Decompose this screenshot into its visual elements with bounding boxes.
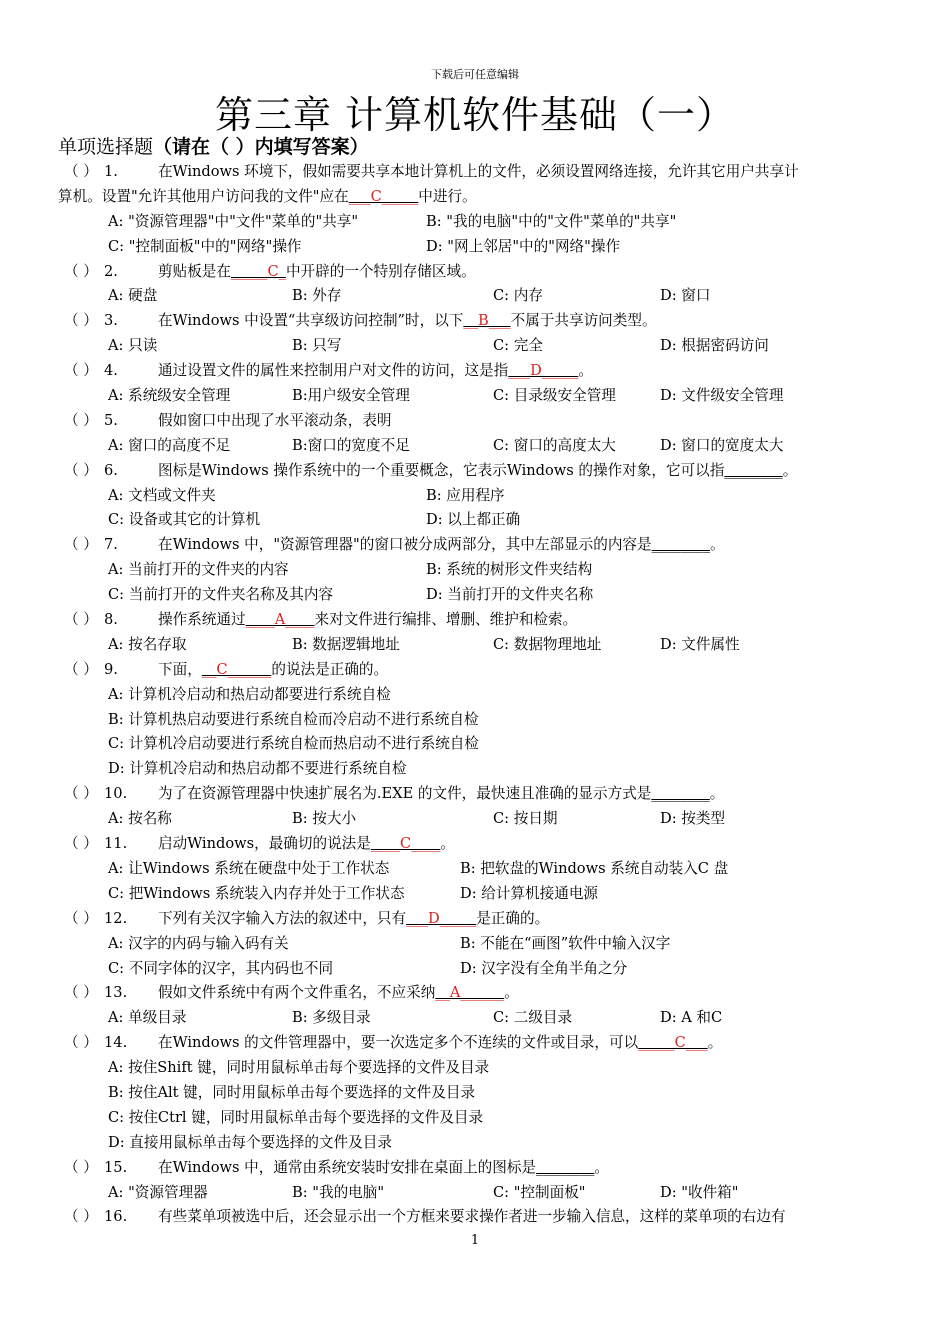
- options-line: [58, 384, 888, 409]
- question-line: [58, 1156, 888, 1181]
- section-prefix: 单项选择题: [58, 136, 154, 158]
- text-run: 中开辟的一个特别存储区域。: [285, 262, 476, 280]
- question-line: [58, 782, 888, 807]
- answer-blank: _____C_: [230, 262, 286, 280]
- text-run: 有些菜单项被选中后，还会显示出一个方框来要求操作者进一步输入信息，这样的菜单项的右边有: [158, 1208, 786, 1226]
- option-choice: A: 汉字的内码与输入码有关: [108, 934, 289, 952]
- question-number: 4.: [104, 362, 118, 380]
- question-number: 3.: [104, 312, 118, 330]
- question-line: [58, 832, 888, 857]
- answer-blank: ___D_____: [508, 362, 579, 380]
- option-choice: D: 窗口: [660, 287, 711, 305]
- option-choice: B: 只写: [292, 337, 342, 355]
- text-run: 在Windows 环境下，假如需要共享本地计算机上的文件，必须设置网络连接，允许其它用户共享计: [158, 163, 799, 180]
- text-run: 。: [707, 1034, 723, 1052]
- text-run: 。: [594, 1158, 610, 1176]
- answer-blank: __C______: [201, 660, 272, 678]
- text-run: 。: [440, 835, 456, 853]
- option-choice: A: 硬盘: [108, 287, 158, 305]
- question-line: [58, 160, 888, 185]
- options-line: [58, 1131, 888, 1156]
- text-run: 。: [504, 984, 519, 1002]
- text-run: 。: [782, 461, 798, 479]
- options-line: [58, 757, 888, 782]
- option-choice: C: 设备或其它的计算机: [108, 511, 261, 529]
- answer-bracket[interactable]: （ ）: [64, 411, 98, 429]
- answer-bracket[interactable]: （ ）: [64, 262, 98, 280]
- options-line: [58, 932, 888, 957]
- text-run: 假如窗口中出现了水平滚动条，表明: [158, 411, 392, 429]
- question-text: [158, 409, 392, 434]
- question-line: [58, 409, 888, 434]
- answer-bracket[interactable]: （ ）: [64, 312, 98, 330]
- option-choice: B:窗口的宽度不足: [292, 436, 410, 454]
- answer-bracket[interactable]: （ ）: [64, 536, 98, 554]
- text-run: 图标是Windows 操作系统中的一个重要概念，它表示Windows 的操作对象，它可以指: [158, 461, 725, 479]
- text-run: 来对文件进行编排、增删、维护和检索。: [314, 611, 578, 629]
- option-choice: A: 系统级安全管理: [108, 387, 231, 405]
- option-choice: B: 按大小: [292, 810, 357, 828]
- text-run: 启动Windows，最确切的说法是: [158, 835, 371, 853]
- question-line: [58, 260, 888, 285]
- page-header: 下载后可任意编辑: [431, 68, 519, 81]
- question-text: [158, 359, 593, 384]
- chapter-title: 第三章 计算机软件基础（一）: [214, 93, 736, 137]
- answer-bracket[interactable]: （ ）: [64, 461, 98, 479]
- answer-blank: ____A____: [245, 611, 315, 629]
- answer-bracket[interactable]: （ ）: [64, 1158, 98, 1176]
- question-text: [158, 533, 725, 558]
- page-number: 1: [470, 1233, 480, 1248]
- options-line: [58, 683, 888, 708]
- option-choice: B: "我的电脑"中的"文件"菜单的"共享": [426, 212, 677, 230]
- option-choice: C: 窗口的高度太大: [493, 436, 616, 454]
- section-heading: [58, 132, 369, 159]
- answer-bracket[interactable]: （ ）: [64, 785, 98, 803]
- question-text: [158, 981, 519, 1006]
- text-run: 的说法是正确的。: [271, 660, 389, 678]
- question-text: [158, 309, 657, 334]
- text-run: 在Windows 中，通常由系统安装时安排在桌面上的图标是: [158, 1158, 537, 1176]
- option-choice: A: 文档或文件夹: [108, 486, 216, 504]
- text-run: 是正确的。: [476, 909, 550, 927]
- question-number: 16.: [104, 1208, 128, 1226]
- option-choice: C: "控制面板"中的"网络"操作: [108, 237, 302, 255]
- options-line: [58, 235, 888, 260]
- option-choice: C: 把Windows 系统装入内存并处于工作状态: [108, 884, 405, 902]
- option-choice: C: 目录级安全管理: [493, 387, 616, 405]
- answer-blank: ____C____: [370, 835, 441, 853]
- option-choice: C: 内存: [493, 287, 543, 305]
- option-choice: A: 当前打开的文件夹的内容: [108, 561, 289, 579]
- text-run: 中进行。: [418, 187, 477, 205]
- option-choice: D: 汉字没有全角半角之分: [460, 959, 628, 977]
- question-line: [58, 459, 888, 484]
- question-number: 1.: [104, 163, 118, 180]
- option-choice: A: 按名存取: [108, 635, 187, 653]
- options-line: [58, 708, 888, 733]
- question-text: [158, 1031, 722, 1056]
- option-choice: D: 给计算机接通电源: [460, 884, 599, 902]
- options-line: [58, 284, 888, 309]
- options-line: [58, 484, 888, 509]
- option-choice: A: 单级目录: [108, 1009, 187, 1027]
- option-choice: A: 窗口的高度不足: [108, 436, 231, 454]
- option-choice: A: 按名称: [108, 810, 172, 828]
- question-text: [158, 459, 797, 484]
- option-choice: B: 按住Alt 键，同时用鼠标单击每个要选择的文件及目录: [108, 1083, 476, 1101]
- answer-blank: ___C_____: [348, 187, 419, 205]
- options-line: [58, 857, 888, 882]
- options-line: [58, 334, 888, 359]
- text-run: 。: [578, 362, 593, 380]
- empty-blank: ________: [651, 785, 710, 803]
- answer-bracket[interactable]: （ ）: [64, 1208, 98, 1226]
- option-choice: C: 计算机冷启动要进行系统自检而热启动不进行系统自检: [108, 735, 479, 753]
- question-line: [58, 1031, 888, 1056]
- option-choice: A: 按住Shift 键，同时用鼠标单击每个要选择的文件及目录: [108, 1059, 490, 1077]
- option-choice: D: 文件属性: [660, 635, 740, 653]
- answer-bracket[interactable]: （ ）: [64, 163, 98, 180]
- option-choice: C: 完全: [493, 337, 543, 355]
- answer-bracket[interactable]: （ ）: [64, 909, 98, 927]
- options-line: [58, 807, 888, 832]
- question-number: 9.: [104, 660, 118, 678]
- empty-blank: ________: [724, 461, 783, 479]
- question-text: [158, 1205, 786, 1230]
- option-choice: A: 计算机冷启动和热启动都要进行系统自检: [108, 685, 391, 703]
- text-run: 。: [709, 785, 725, 803]
- question-number: 8.: [104, 611, 118, 629]
- question-text: [158, 260, 476, 285]
- question-line: [58, 309, 888, 334]
- option-choice: D: 计算机冷启动和热启动都不要进行系统自检: [108, 760, 407, 778]
- options-line: [58, 508, 888, 533]
- option-choice: C: "控制面板": [493, 1183, 586, 1201]
- options-line: [58, 1106, 888, 1131]
- option-choice: C: 按日期: [493, 810, 558, 828]
- text-run: 在Windows 中，"资源管理器"的窗口被分成两部分，其中左部显示的内容是: [158, 536, 652, 554]
- answer-bracket[interactable]: （ ）: [64, 835, 98, 853]
- section-instruction: （请在（ ）内填写答案）: [153, 136, 369, 158]
- options-line: [58, 434, 888, 459]
- text-run: 操作系统通过: [158, 611, 246, 629]
- options-line: [58, 882, 888, 907]
- question-number: 5.: [104, 411, 118, 429]
- option-choice: D: 直接用鼠标单击每个要选择的文件及目录: [108, 1133, 392, 1151]
- answer-blank: ___D_____: [406, 909, 477, 927]
- text-run: 通过设置文件的属性来控制用户对文件的访问，这是指: [158, 362, 509, 380]
- options-line: [58, 633, 888, 658]
- option-choice: D: 以上都正确: [426, 511, 521, 529]
- option-choice: B: 数据逻辑地址: [292, 635, 400, 653]
- question-number: 10.: [104, 785, 128, 803]
- text-run: 下列有关汉字输入方法的叙述中，只有: [158, 909, 407, 927]
- option-choice: A: "资源管理器: [108, 1183, 208, 1201]
- option-choice: C: 当前打开的文件夹名称及其内容: [108, 586, 334, 604]
- question-line: [58, 658, 888, 683]
- question-number: 12.: [104, 909, 128, 927]
- options-line: [58, 210, 888, 235]
- option-choice: B: 外存: [292, 287, 342, 305]
- options-line: [58, 1081, 888, 1106]
- answer-bracket[interactable]: （ ）: [64, 1034, 98, 1052]
- text-run: 假如文件系统中有两个文件重名，不应采纳: [158, 984, 436, 1002]
- text-run: 在Windows 的文件管理器中，要一次选定多个不连续的文件或目录，可以: [158, 1034, 639, 1052]
- question-text: [158, 608, 577, 633]
- option-choice: B: 系统的树形文件夹结构: [426, 561, 593, 579]
- option-choice: B: 应用程序: [426, 486, 505, 504]
- text-run: 。: [710, 536, 725, 554]
- text-run: 在Windows 中设置“共享级访问控制”时，以下: [158, 312, 464, 330]
- answer-blank: __B___: [463, 312, 511, 330]
- answer-bracket[interactable]: （ ）: [64, 611, 98, 629]
- question-line: [58, 981, 888, 1006]
- question-number: 2.: [104, 262, 118, 280]
- options-line: [58, 1181, 888, 1206]
- answer-blank: _____C___: [638, 1034, 708, 1052]
- option-choice: B:用户级安全管理: [292, 387, 410, 405]
- question-list: [58, 160, 888, 1230]
- option-choice: D: 窗口的宽度太大: [660, 436, 784, 454]
- option-choice: B: 多级目录: [292, 1009, 371, 1027]
- option-choice: D: 文件级安全管理: [660, 387, 784, 405]
- text-run: 算机。设置"允许其他用户访问我的文件"应在: [58, 187, 349, 205]
- text-run: 下面，: [158, 660, 202, 678]
- question-text: [158, 832, 455, 857]
- question-number: 7.: [104, 536, 118, 554]
- options-line: [58, 1056, 888, 1081]
- question-line: [58, 608, 888, 633]
- answer-bracket[interactable]: （ ）: [64, 984, 98, 1002]
- question-number: 13.: [104, 984, 128, 1002]
- answer-blank: __A______: [435, 984, 505, 1002]
- option-choice: C: 数据物理地址: [493, 635, 602, 653]
- text-run: 剪贴板是在: [158, 262, 231, 280]
- option-choice: B: 把软盘的Windows 系统自动装入C 盘: [460, 859, 729, 877]
- option-choice: D: 当前打开的文件夹名称: [426, 586, 594, 604]
- question-number: 15.: [104, 1158, 128, 1176]
- option-choice: D: 按类型: [660, 810, 726, 828]
- text-run: 不属于共享访问类型。: [510, 312, 657, 330]
- option-choice: D: A 和C: [660, 1009, 723, 1027]
- question-text: [158, 782, 724, 807]
- options-line: [58, 1006, 888, 1031]
- option-choice: C: 不同字体的汉字，其内码也不同: [108, 959, 334, 977]
- option-choice: B: 不能在“画图”软件中输入汉字: [460, 934, 671, 952]
- options-line: [58, 558, 888, 583]
- question-text: [158, 1156, 609, 1181]
- answer-bracket[interactable]: （ ）: [64, 660, 98, 678]
- question-line: [58, 1205, 888, 1230]
- option-choice: A: 只读: [108, 337, 158, 355]
- empty-blank: ________: [651, 536, 710, 554]
- options-line: [58, 583, 888, 608]
- continuation-line: [58, 185, 888, 210]
- options-line: [58, 957, 888, 982]
- option-choice: B: 计算机热启动要进行系统自检而冷启动不进行系统自检: [108, 710, 479, 728]
- question-text: [158, 160, 799, 185]
- question-text: [158, 907, 549, 932]
- option-choice: B: "我的电脑": [292, 1183, 385, 1201]
- option-choice: D: "收件箱": [660, 1183, 739, 1201]
- question-number: 6.: [104, 461, 118, 479]
- question-line: [58, 533, 888, 558]
- question-line: [58, 907, 888, 932]
- options-line: [58, 732, 888, 757]
- question-text: [158, 658, 388, 683]
- option-choice: A: "资源管理器"中"文件"菜单的"共享": [108, 212, 359, 230]
- option-choice: D: 根据密码访问: [660, 337, 769, 355]
- option-choice: C: 二级目录: [493, 1009, 573, 1027]
- option-choice: D: "网上邻居"中的"网络"操作: [426, 237, 621, 255]
- text-run: 为了在资源管理器中快速扩展名为.EXE 的文件，最快速且准确的显示方式是: [158, 785, 652, 803]
- question-number: 11.: [104, 835, 128, 853]
- question-line: [58, 359, 888, 384]
- question-number: 14.: [104, 1034, 128, 1052]
- option-choice: A: 让Windows 系统在硬盘中处于工作状态: [108, 859, 390, 877]
- empty-blank: ________: [536, 1158, 595, 1176]
- option-choice: C: 按住Ctrl 键，同时用鼠标单击每个要选择的文件及目录: [108, 1108, 484, 1126]
- answer-bracket[interactable]: （ ）: [64, 362, 98, 380]
